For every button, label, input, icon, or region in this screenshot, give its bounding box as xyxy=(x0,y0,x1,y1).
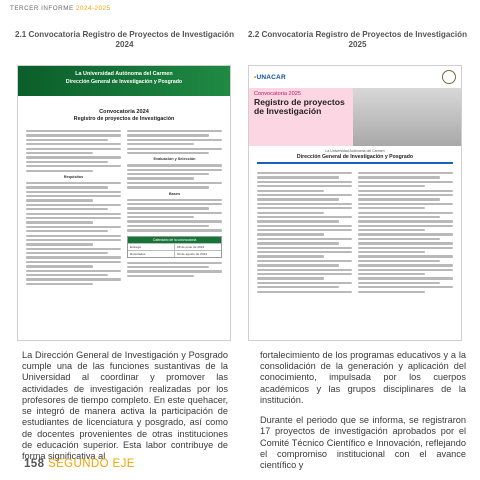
university-banner xyxy=(18,66,230,96)
hero-title: Registro de proyectos de Investigación xyxy=(254,97,345,117)
footer-section: SEGUNDO EJE xyxy=(48,458,135,470)
university-crest-icon xyxy=(442,70,456,84)
table-cell: Entrega xyxy=(130,244,141,249)
section-evaluacion: Evaluación y Selección xyxy=(153,157,196,162)
banner-subtitle: Dirección General de Investigación y Posgrado xyxy=(65,79,183,85)
hero-kicker: Convocatoria 2025 xyxy=(254,91,301,97)
doc-column-right xyxy=(358,172,453,295)
page-footer xyxy=(24,458,135,470)
body-column-right xyxy=(260,350,466,471)
calendar-table xyxy=(127,236,222,258)
dir-line1: La Universidad Autónoma del Carmen xyxy=(325,149,385,153)
convocatoria-2024-image xyxy=(17,65,231,341)
table-cell: 08 de junio de 2024 xyxy=(174,244,221,250)
section-bases: Bases xyxy=(168,191,181,196)
body-paragraph: fortalecimiento de los programas educativos y a la consolidación de la generación y aplicación del conocimiento, impulsada por los cuerpos académicos y las grupos disciplinares de la institución. xyxy=(260,350,466,405)
figure-caption-2024: 2.1 Convocatoria Registro de Proyectos de Investigación 2024 xyxy=(14,30,235,50)
running-head xyxy=(10,5,111,12)
running-head-section: TERCER INFORME xyxy=(10,5,74,12)
convocatoria-2025-image xyxy=(248,65,462,341)
doc-column-left xyxy=(257,172,352,295)
body-paragraph: Durante el periodo que se informa, se registraron 17 proyectos de investigación aprobados por el Comité Técnico Científico e Innovación, reflejando el compromiso institucional con el avance científico y xyxy=(260,415,466,470)
body-column-left xyxy=(22,350,228,462)
table-cell: 30 de agosto de 2024 xyxy=(174,251,221,257)
table-row xyxy=(128,250,221,257)
doc-subtitle: Registro de proyectos de Investigación xyxy=(73,116,175,122)
dir-line2: Dirección General de Investigación y Posgrado xyxy=(296,154,414,160)
banner-title: La Universidad Autónoma del Carmen xyxy=(75,71,173,77)
section-requisitos: Requisitos xyxy=(63,174,84,179)
doc-column-right xyxy=(127,130,222,287)
page-number: 158 xyxy=(24,458,45,470)
running-head-years: 2024-2025 xyxy=(75,5,111,12)
calendar-table-title: Calendario de la convocatoria xyxy=(128,237,221,243)
body-paragraph: La Dirección General de Investigación y Posgrado cumple una de las funciones sustantivas de la Universidad al coordinar y promover las actividades de investigación realizadas por los profesores de tiempo completo. En este quehacer, se integró de manera activa la participación de estudiantes de licenciatura y posgrado, así como de docentes provenientes de otras instituciones de educación superior. Esta labor contribuye de forma significativa al xyxy=(22,350,228,461)
unacar-logo: •UNACAR xyxy=(254,73,286,81)
hero-photo xyxy=(353,88,461,146)
table-row xyxy=(128,243,221,250)
doc-column-left xyxy=(26,130,121,287)
figure-caption-2025: 2.2 Convocatoria Registro de Proyectos de Investigación 2025 xyxy=(247,30,468,50)
table-cell: Resultados xyxy=(130,251,146,256)
hero-banner xyxy=(249,88,461,146)
doc-title: Convocatoria 2024 xyxy=(99,109,149,115)
